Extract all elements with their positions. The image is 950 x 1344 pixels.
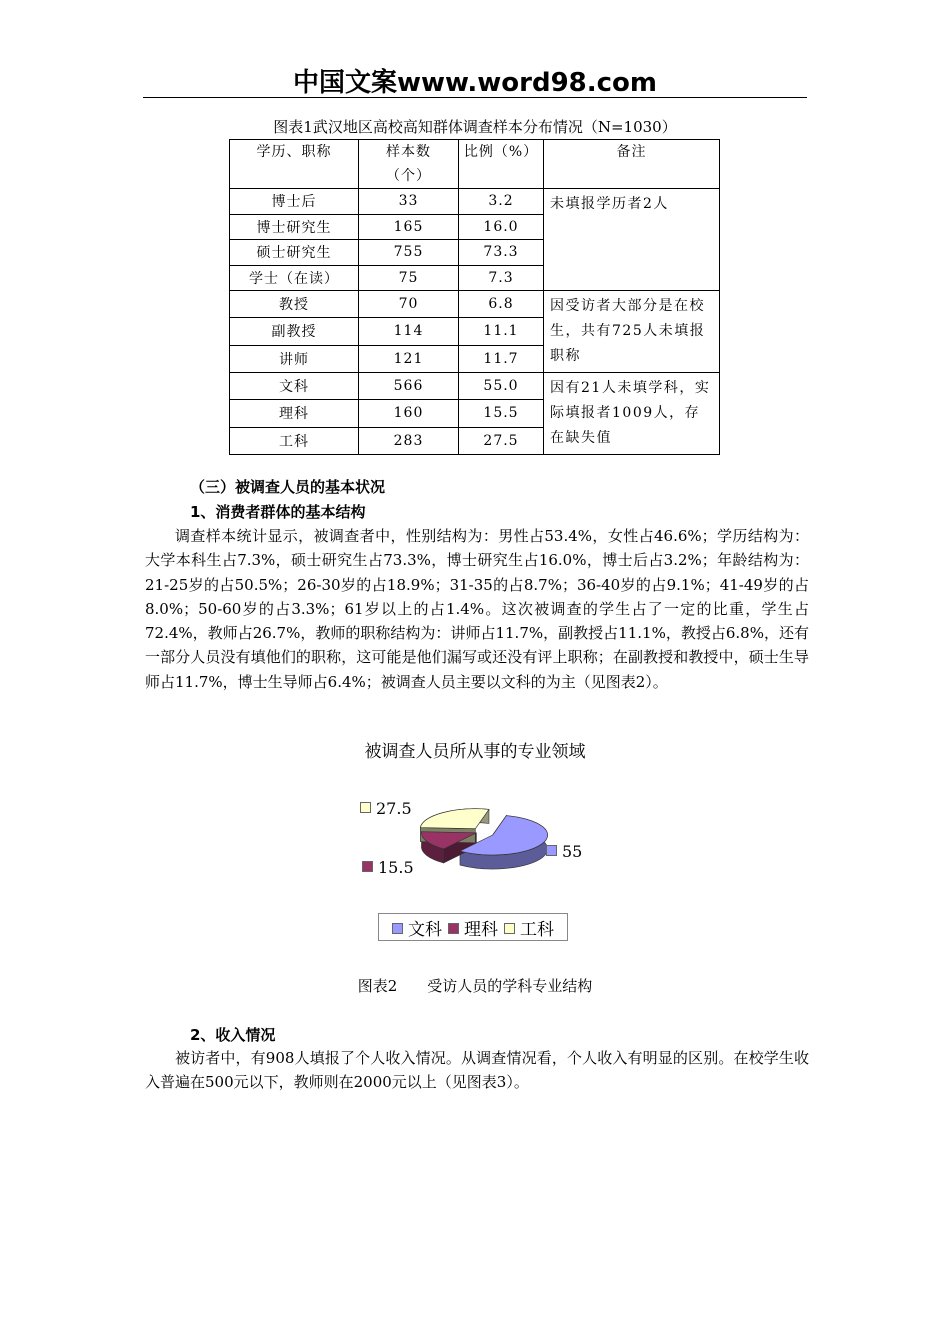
paragraph-structure: 调查样本统计显示，被调查者中，性别结构为：男性占53.4%，女性占46.6%；学历结构为：大学本科生占7.3%，硕士研究生占73.3%，博士研究生占16.0%，博士后占3.2%；年龄结构为：21-25岁的占50.5%；26-30岁的占18.9%；31-35的占8.7%；36-40岁的占9.1%；41-49岁的占8.0%；50-60岁的占3.3%；61岁以上的占1.4%。这次被调查的学生占了一定的比重，学生占72.4%，教师占26.7%，教师的职称结构为：讲师占11.7%，副教授占11.1%，教授占6.8%，还有一部分人员没有填他们的职称，这可能是他们漏写或还没有评上职称；在副教授和教授中，硕士生导师占11.7%，博士生导师占6.4%；被调查人员主要以文科的为主（见图表2）。 bbox=[145, 527, 809, 691]
pie-label-liberal-arts bbox=[546, 842, 582, 861]
row-pct: 11.7 bbox=[459, 345, 544, 372]
section-heading: （三）被调查人员的基本状况 bbox=[190, 478, 386, 496]
row-label: 副教授 bbox=[230, 318, 359, 345]
row-label: 博士后 bbox=[230, 189, 359, 215]
row-count: 160 bbox=[359, 400, 459, 427]
chart-legend bbox=[378, 913, 568, 941]
row-pct: 6.8 bbox=[459, 291, 544, 318]
table-row bbox=[230, 373, 720, 400]
legend-swatch bbox=[392, 923, 403, 934]
header-cell: 比例（%） bbox=[459, 140, 544, 189]
header-cell bbox=[359, 140, 459, 189]
pie-label-value: 55 bbox=[562, 842, 583, 861]
row-label: 学士（在读） bbox=[230, 265, 359, 291]
legend-swatch bbox=[448, 923, 459, 934]
pie-label-engineering bbox=[360, 799, 412, 818]
legend-swatch-science bbox=[362, 861, 373, 872]
row-pct: 7.3 bbox=[459, 265, 544, 291]
site-header-title: 中国文案www.word98.com bbox=[292, 68, 657, 98]
row-count: 283 bbox=[359, 427, 459, 454]
subsection-heading-income: 2、收入情况 bbox=[190, 1026, 276, 1044]
table-header-row bbox=[230, 140, 720, 189]
row-label: 硕士研究生 bbox=[230, 240, 359, 266]
header-cell: 学历、职称 bbox=[230, 140, 359, 189]
row-label: 教授 bbox=[230, 291, 359, 318]
pie-label-value: 15.5 bbox=[378, 858, 414, 877]
sample-distribution-table bbox=[229, 139, 720, 455]
pie-label-value: 27.5 bbox=[376, 799, 412, 818]
row-label: 博士研究生 bbox=[230, 214, 359, 240]
row-count: 165 bbox=[359, 214, 459, 240]
row-pct: 27.5 bbox=[459, 427, 544, 454]
header-count-line2: （个） bbox=[386, 168, 431, 184]
subsection-heading-structure: 1、消费者群体的基本结构 bbox=[190, 503, 366, 521]
legend-item-engineering bbox=[504, 915, 554, 940]
paragraph-income: 被访者中，有908人填报了个人收入情况。从调查情况看，个人收入有明显的区别。在校学生收入普遍在500元以下，教师则在2000元以上（见图表3）。 bbox=[145, 1049, 809, 1092]
note-education: 未填报学历者2人 bbox=[544, 189, 720, 291]
header-divider bbox=[143, 97, 807, 98]
legend-swatch bbox=[504, 923, 515, 934]
row-pct: 3.2 bbox=[459, 189, 544, 215]
note-title: 因受访者大部分是在校生，共有725人未填报职称 bbox=[544, 291, 720, 373]
pie-slice-engineering bbox=[420, 809, 489, 829]
chart-title: 被调查人员所从事的专业领域 bbox=[364, 742, 586, 762]
row-label: 讲师 bbox=[230, 345, 359, 372]
row-count: 755 bbox=[359, 240, 459, 266]
row-label: 理科 bbox=[230, 400, 359, 427]
legend-label: 理科 bbox=[464, 919, 498, 940]
legend-item-liberal-arts bbox=[392, 915, 442, 940]
legend-label: 工科 bbox=[520, 919, 554, 940]
row-count: 75 bbox=[359, 265, 459, 291]
row-count: 566 bbox=[359, 373, 459, 400]
table-row bbox=[230, 291, 720, 318]
row-pct: 16.0 bbox=[459, 214, 544, 240]
row-count: 70 bbox=[359, 291, 459, 318]
row-pct: 73.3 bbox=[459, 240, 544, 266]
legend-label: 文科 bbox=[408, 919, 442, 940]
row-count: 33 bbox=[359, 189, 459, 215]
row-count: 114 bbox=[359, 318, 459, 345]
legend-item-science bbox=[448, 915, 498, 940]
row-pct: 15.5 bbox=[459, 400, 544, 427]
header-count-line1: 样本数 bbox=[386, 144, 431, 160]
pie-label-science bbox=[362, 858, 414, 877]
row-count: 121 bbox=[359, 345, 459, 372]
row-label: 工科 bbox=[230, 427, 359, 454]
legend-swatch-liberal-arts bbox=[546, 845, 557, 856]
table1-caption: 图表1武汉地区高校高知群体调查样本分布情况（N=1030） bbox=[273, 118, 677, 136]
row-label: 文科 bbox=[230, 373, 359, 400]
table-row bbox=[230, 189, 720, 215]
figure2-caption: 图表2 受访人员的学科专业结构 bbox=[357, 977, 593, 995]
row-pct: 55.0 bbox=[459, 373, 544, 400]
row-pct: 11.1 bbox=[459, 318, 544, 345]
header-cell: 备注 bbox=[544, 140, 720, 189]
note-discipline: 因有21人未填学科，实际填报者1009人，存在缺失值 bbox=[544, 373, 720, 455]
legend-swatch-engineering bbox=[360, 802, 371, 813]
